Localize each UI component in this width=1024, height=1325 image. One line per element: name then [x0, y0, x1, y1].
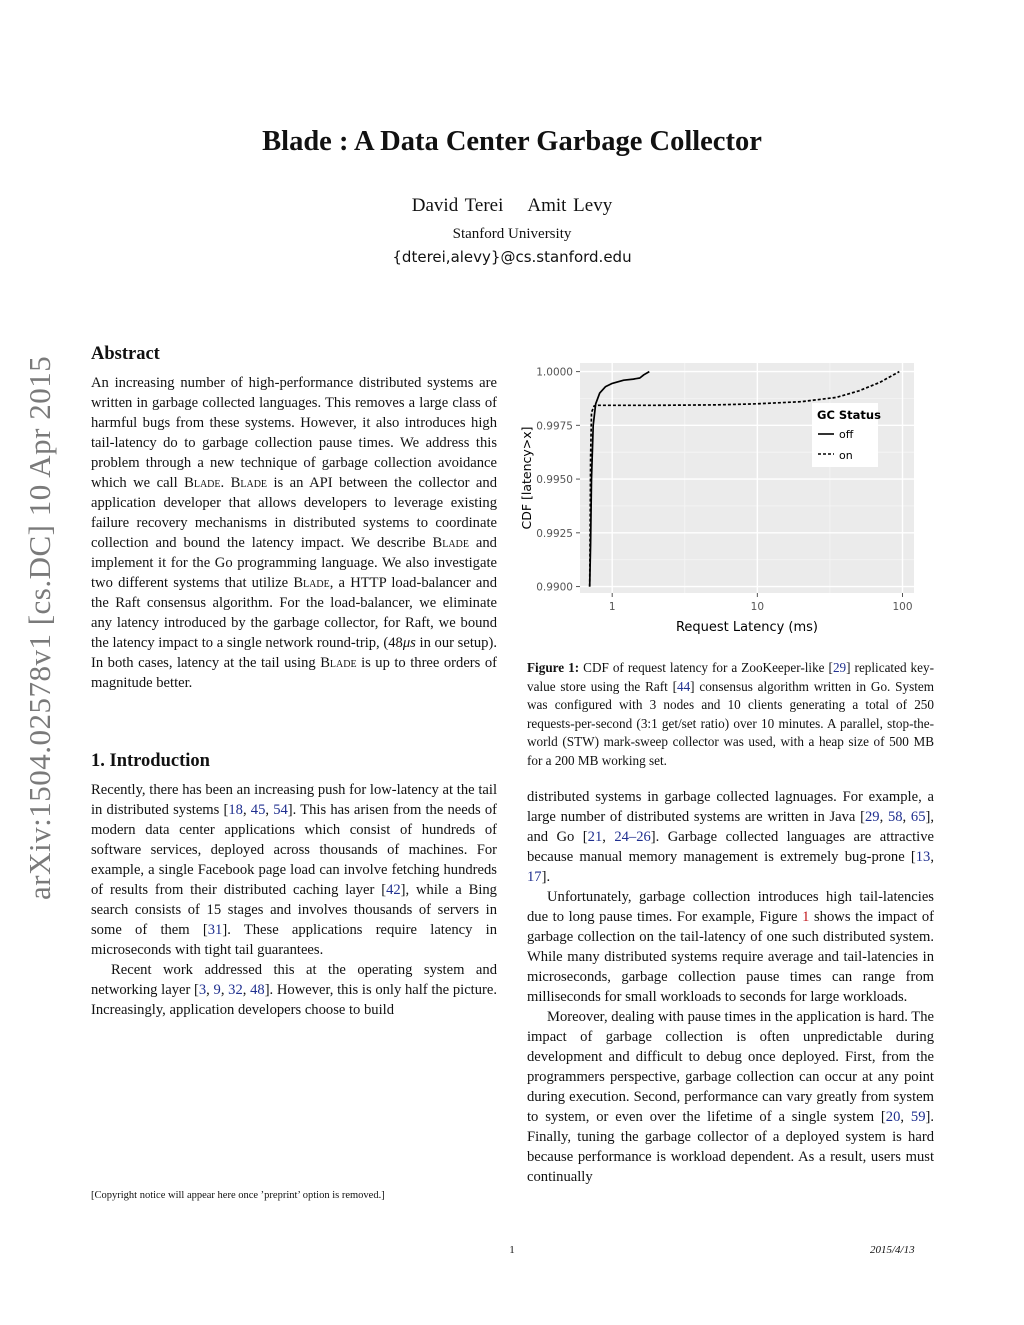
citation-link[interactable]: 54	[273, 802, 288, 818]
citation-link[interactable]: 21	[587, 829, 603, 845]
legend-title: GC Status	[817, 408, 881, 422]
citation-link[interactable]: 29	[832, 660, 847, 675]
y-tick-label: 0.9900	[536, 581, 573, 594]
citation-link[interactable]: 44	[676, 678, 691, 694]
x-axis-title: Request Latency (ms)	[675, 620, 819, 635]
x-tick-label: 100	[892, 601, 913, 613]
legend-label-off: off	[839, 428, 854, 441]
y-tick-label: 1.0000	[536, 366, 573, 379]
citation-link[interactable]: 48	[250, 982, 265, 998]
page-date: 2015/4/13	[870, 1244, 915, 1256]
abstract-heading: Abstract	[91, 344, 160, 364]
citation-link[interactable]: 32	[228, 982, 243, 998]
author-email: {dterei,alevy}@cs.stanford.edu	[392, 248, 632, 266]
y-axis-title: CDF [latency>x]	[519, 426, 534, 530]
citation-link[interactable]: 45	[250, 802, 266, 818]
copyright-notice: [Copyright notice will appear here once ’preprint’ option is removed.]	[91, 1190, 385, 1201]
author-name: Amit Levy	[527, 195, 613, 216]
legend-label-on: on	[839, 449, 853, 462]
citation-link[interactable]: 65	[910, 809, 926, 825]
paper-title: Blade : A Data Center Garbage Collector	[262, 126, 762, 157]
citation-link[interactable]: 13	[915, 849, 931, 865]
citation-link[interactable]: 24–26	[614, 829, 651, 845]
citation-link[interactable]: 42	[386, 882, 401, 898]
figure-link[interactable]: 1	[802, 909, 810, 925]
citation-link[interactable]: 9	[213, 982, 221, 998]
page-number: 1	[509, 1244, 515, 1256]
citation-link[interactable]: 29	[864, 809, 880, 825]
x-tick-label: 1	[608, 601, 616, 613]
introduction-heading: 1. Introduction	[91, 751, 210, 771]
affiliation: Stanford University	[452, 226, 572, 242]
right-column-body: distributed systems in garbage collected lagnuages. For example, a large number of distributed systems are written in Java [29, 58, 65], and Go [21, 24–26]. Garbage collected languages are attractive because manual memory management is extremely bug-prone [13, 17]. Unfortunately, garbage collection introduces high tail-latencies due to long pause times. For example, Figure 1 shows the impact of garbage collection on the tail-latency of one such distributed system. While many distributed systems require average and tail-latencies in microseconds, garbage collection pause times can range from milliseconds for small workloads to seconds for large workloads. Moreover, dealing with pause times in the application is hard. The impact of garbage collection is often unpredictable during development and difficult to debug once deployed. First, from the programmers perspective, garbage collection can occur at any point during execution. Second, performance can vary greatly from system to system, or even over the lifetime of a single system [20, 59]. Finally, tuning the garbage collector of a deployed system is hard because performance is workload dependent. As a result, users must continually	[527, 789, 934, 1185]
figure-caption: Figure 1: CDF of request latency for a ZooKeeper-like [29] replicated key-value store using the Raft [44] consensus algorithm written in Go. System was configured with 3 nodes and 10 clients generating a total of 250 requests-per-second (3:1 get/set ratio) over 10 minutes. A parallel, stop-the-world (STW) mark-sweep collector was used, with a heap size of 500 MB for a 200 MB working set.	[527, 660, 934, 768]
y-tick-label: 0.9950	[536, 474, 573, 487]
y-tick-label: 0.9925	[536, 527, 573, 540]
author-list	[0, 195, 1024, 217]
citation-link[interactable]: 59	[910, 1109, 926, 1125]
plot-panel	[580, 363, 914, 593]
citation-link[interactable]: 58	[887, 809, 903, 825]
author-name: David Terei	[411, 195, 504, 216]
citation-link[interactable]: 3	[198, 982, 207, 998]
citation-link[interactable]: 31	[207, 922, 223, 938]
citation-link[interactable]: 20	[885, 1109, 901, 1125]
citation-link[interactable]: 17	[527, 869, 542, 885]
x-tick-label: 10	[750, 601, 765, 613]
citation-link[interactable]: 18	[228, 802, 243, 818]
introduction-body: Recently, there has been an increasing push for low-latency at the tail in distributed systems [18, 45, 54]. This has arisen from the needs of modern data center applications which consist of hundreds of software services, deployed across thousands of machines. For example, a single Facebook page load can involve fetching hundreds of results from their distributed caching layer [42], while a Bing search consists of 15 stages and involves thousands of servers in some of them [31]. These applications require latency in microseconds with tight tail guarantees. Recent work addressed this at the operating system and networking layer [3, 9, 32, 48]. However, this is only half the picture. Increasingly, application developers choose to build	[91, 782, 498, 1018]
chart-legend	[812, 403, 881, 467]
cdf-latency-chart	[515, 355, 935, 640]
abstract-body: An increasing number of high-performance distributed systems are written in garbage collected languages. This removes a large class of harmful bugs from these systems. However, it also introduces high tail-latency do to garbage collection pause times. We address this problem through a new technique of garbage collection avoidance which we call Blade. Blade is an API between the collector and application developer that allows developers to leverage existing failure recovery mechanisms in distributed systems to coordinate collection and bound the latency impact. We describe Blade and implement it for the Go programming language. We also investigate two different systems that utilize Blade, a HTTP load-balancer and the Raft consensus algorithm. For the load-balancer, we eliminate any latency introduced by the garbage collector, for Raft, we bound the latency impact to a single network round-trip, (48μs in our setup). In both cases, latency at the tail using Blade is up to three orders of magnitude better.	[91, 375, 497, 691]
arxiv-stamp: arXiv:1504.02578v1 [cs.DC] 10 Apr 2015	[22, 355, 57, 900]
y-tick-label: 0.9975	[536, 420, 573, 433]
